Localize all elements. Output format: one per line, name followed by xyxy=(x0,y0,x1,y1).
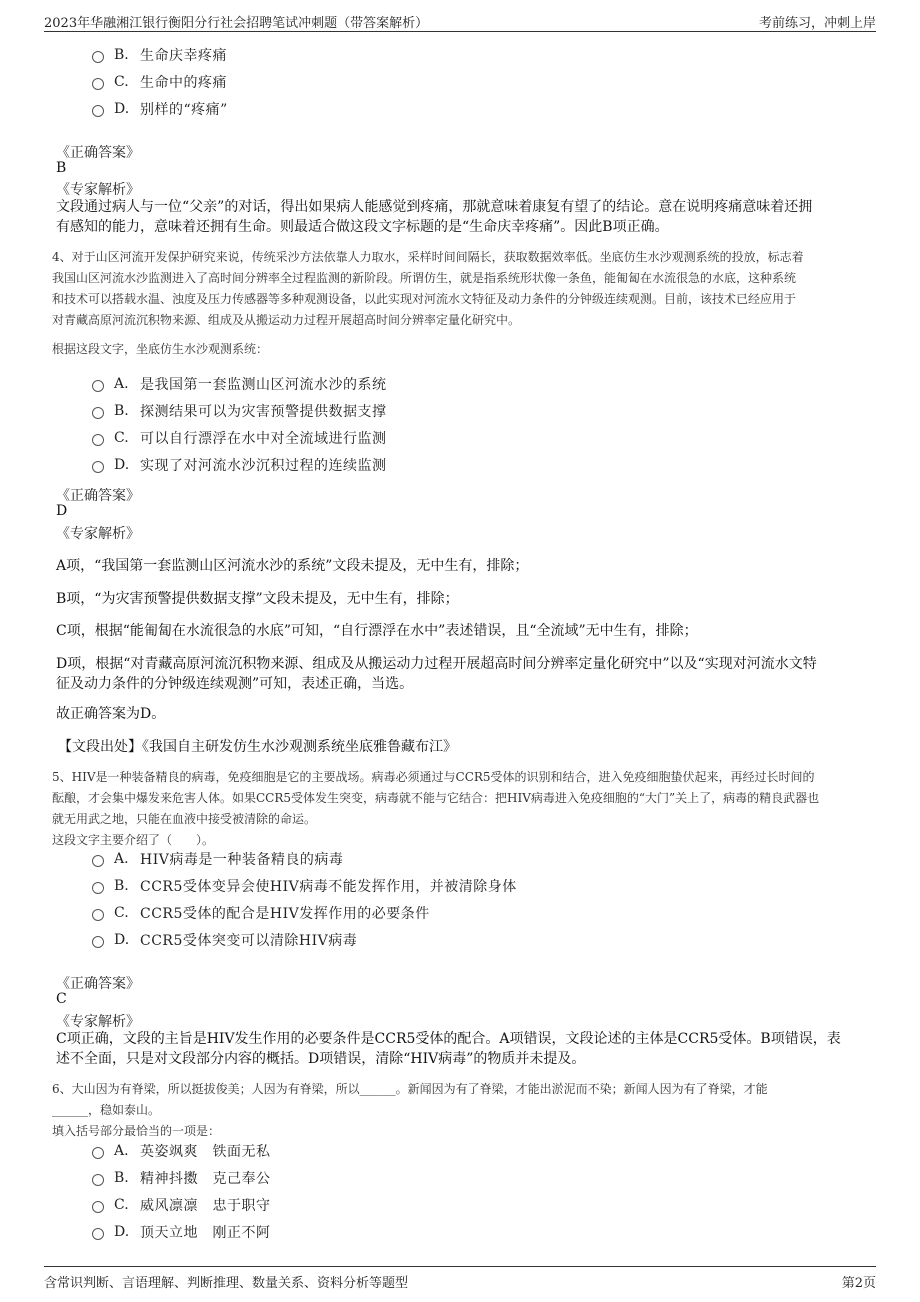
option-b[interactable]: B. 探测结果可以为灾害预警提供数据支撑 xyxy=(92,400,387,422)
question-stem: 5、HIV是一种装备精良的病毒，免疫细胞是它的主要战场。病毒必须通过与CCR5受体的识别和结合，进入免疫细胞蛰伏起来，再经过长时间的 酝酿，才会集中爆发来危害人体。如果CCR5受体发生突变，病毒就不能与它结合：把HIV病毒进入免疫细胞的“大门”关上了，病毒的精良武器也 就无用武之地，只能在血液中接受被清除的命运。 这段文字主要介绍了（ ）。 xyxy=(52,770,820,847)
analysis-text: 文段通过病人与一位“父亲”的对话，得出如果病人能感觉到疼痛，那就意味着康复有望了的结论。意在说明疼痛意味着还拥 有感知的能力，意味着还拥有生命。则最适合做这段文字标题的是“生命庆幸疼痛”。因此B项正确。 xyxy=(56,199,813,235)
radio-icon[interactable] xyxy=(92,461,104,473)
radio-icon[interactable] xyxy=(92,78,104,90)
radio-icon[interactable] xyxy=(92,936,104,948)
option-d[interactable]: D. 实现了对河流水沙沉积过程的连续监测 xyxy=(92,454,387,476)
answer-value: C xyxy=(56,991,67,1007)
radio-icon[interactable] xyxy=(92,909,104,921)
answer-label: 《正确答案》 xyxy=(56,145,140,161)
analysis-item-a: A项，“我国第一套监测山区河流水沙的系统”文段未提及，无中生有，排除； xyxy=(56,558,529,574)
page-number: 第2页 xyxy=(841,1276,876,1291)
option-a[interactable]: A. 是我国第一套监测山区河流水沙的系统 xyxy=(92,373,387,395)
answer-label: 《正确答案》 xyxy=(56,976,140,992)
radio-icon[interactable] xyxy=(92,380,104,392)
option-b[interactable]: B. CCR5受体变异会使HIV病毒不能发挥作用，并被清除身体 xyxy=(92,875,517,897)
radio-icon[interactable] xyxy=(92,882,104,894)
answer-value: D xyxy=(56,503,68,519)
option-a[interactable]: A. HIV病毒是一种装备精良的病毒 xyxy=(92,848,343,870)
option-b[interactable]: B. 生命庆幸疼痛 xyxy=(92,44,227,66)
header-motto: 考前练习，冲刺上岸 xyxy=(758,16,876,31)
answer-value: B xyxy=(56,160,67,176)
option-b[interactable]: B. 精神抖擞 克己奉公 xyxy=(92,1167,271,1189)
analysis-label: 《专家解析》 xyxy=(56,1014,140,1030)
answer-label: 《正确答案》 xyxy=(56,488,140,504)
document-title: 2023年华融湘江银行衡阳分行社会招聘笔试冲刺题（带答案解析） xyxy=(44,16,429,31)
option-c[interactable]: C. 威风凛凛 忠于职守 xyxy=(92,1194,271,1216)
question-prompt: 根据这段文字，坐底仿生水沙观测系统： xyxy=(52,342,269,356)
analysis-item-d: D项，根据“对青藏高原河流沉积物来源、组成及从搬运动力过程开展超高时间分辨率定量化研究中”以及“实现对河流水文特 征及动力条件的分钟级连续观测”可知，表述正确，当选。 xyxy=(56,656,817,692)
analysis-label: 《专家解析》 xyxy=(56,526,140,542)
analysis-item-c: C项，根据“能匍匐在水流很急的水底”可知，“自行漂浮在水中”表述错误，且“全流域”无中生有，排除； xyxy=(56,623,698,639)
question-stem: 4、对于山区河流开发保护研究来说，传统采沙方法依靠人力取水，采样时间间隔长，获取数据效率低。坐底仿生水沙观测系统的投放，标志着 我国山区河流水沙监测进入了高时间分辨率全过程监测的新阶段。所谓仿生，就是指系统形状像一条鱼，能匍匐在水流很急的水底，这种系统 和技术可以搭载水温、浊度及压力传感器等多种观测设备，以此实现对河流水文特征及动力条件的分钟级连续观测。目前，该技术已经应用于 对青藏高原河流沉积物来源、组成及从搬运动力过程开展超高时间分辨率定量化研究中。 xyxy=(52,250,804,327)
radio-icon[interactable] xyxy=(92,434,104,446)
option-c[interactable]: C. CCR5受体的配合是HIV发挥作用的必要条件 xyxy=(92,902,430,924)
radio-icon[interactable] xyxy=(92,105,104,117)
source-citation: 【文段出处】《我国自主研发仿生水沙观测系统坐底雅鲁藏布江》 xyxy=(58,739,457,755)
radio-icon[interactable] xyxy=(92,1174,104,1186)
option-d[interactable]: D. 顶天立地 刚正不阿 xyxy=(92,1221,271,1243)
radio-icon[interactable] xyxy=(92,51,104,63)
footer-divider xyxy=(44,1266,876,1267)
option-d[interactable]: D. 别样的“疼痛” xyxy=(92,98,228,120)
page-header xyxy=(0,0,920,32)
analysis-conclusion: 故正确答案为D。 xyxy=(56,706,166,722)
question-stem: 6、大山因为有脊梁，所以挺拔俊美；人因为有脊梁，所以______。新闻因为有了脊梁，才能出淤泥而不染；新闻人因为有了脊梁，才能 ______，稳如泰山。 填入括号部分最恰当的一项是： xyxy=(52,1082,768,1138)
option-d[interactable]: D. CCR5受体突变可以清除HIV病毒 xyxy=(92,929,357,951)
option-c[interactable]: C. 生命中的疼痛 xyxy=(92,71,227,93)
page-footer xyxy=(0,1262,920,1302)
option-a[interactable]: A. 英姿飒爽 铁面无私 xyxy=(92,1140,271,1162)
radio-icon[interactable] xyxy=(92,1147,104,1159)
radio-icon[interactable] xyxy=(92,407,104,419)
radio-icon[interactable] xyxy=(92,1228,104,1240)
analysis-label: 《专家解析》 xyxy=(56,182,140,198)
radio-icon[interactable] xyxy=(92,855,104,867)
footer-topics: 含常识判断、言语理解、判断推理、数量关系、资料分析等题型 xyxy=(44,1276,409,1291)
header-divider xyxy=(44,31,876,32)
analysis-item-b: B项，“为灾害预警提供数据支撑”文段未提及，无中生有，排除； xyxy=(56,591,459,607)
radio-icon[interactable] xyxy=(92,1201,104,1213)
option-c[interactable]: C. 可以自行漂浮在水中对全流域进行监测 xyxy=(92,427,387,449)
analysis-text: C项正确，文段的主旨是HIV发生作用的必要条件是CCR5受体的配合。A项错误，文段论述的主体是CCR5受体。B项错误，表 述不全面，只是对文段部分内容的概括。D项错误，清除“HIV病毒”的物质并未提及。 xyxy=(56,1031,841,1067)
